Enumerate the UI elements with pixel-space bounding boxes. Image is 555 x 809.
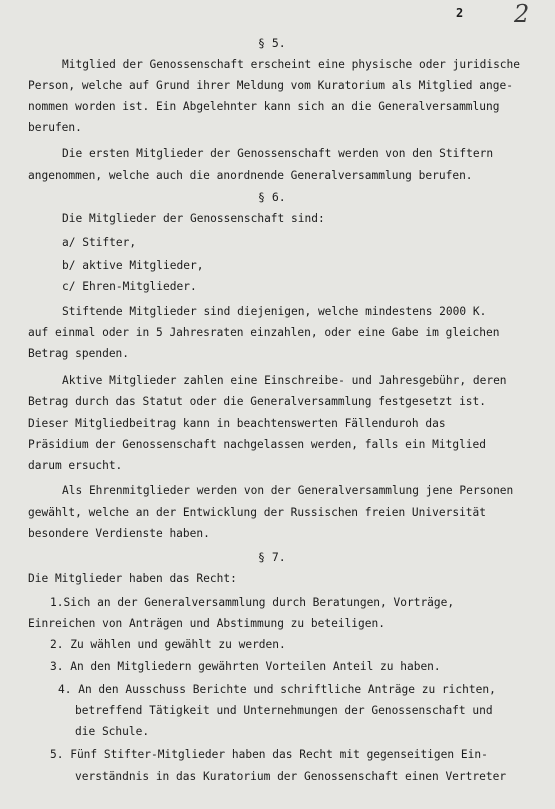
text-line: besondere Verdienste haben. [28, 527, 210, 540]
section-5-heading: § 5. [258, 36, 286, 50]
text-line: Als Ehrenmitglieder werden von der Generalversammlung jene Personen [62, 484, 514, 497]
list-item: 1.Sich an der Generalversammlung durch Beratungen, Vorträge, [50, 596, 455, 609]
list-item: 5. Fünf Stifter-Mitglieder haben das Recht mit gegenseitigen Ein- [50, 748, 488, 761]
text-line: Die ersten Mitglieder der Genossenschaft werden von den Stiftern [62, 147, 494, 160]
text-line: Person, welche auf Grund ihrer Meldung vom Kuratorium als Mitglied ange- [28, 79, 513, 92]
text-line: auf einmal oder in 5 Jahresraten einzahlen, oder eine Gabe im gleichen [28, 326, 500, 339]
text-line: betreffend Tätigkeit und Unternehmungen der Genossenschaft und [75, 704, 493, 717]
list-item: b/ aktive Mitglieder, [62, 259, 204, 272]
text-line: Präsidium der Genossenschaft nachgelassen werden, falls ein Mitglied [28, 438, 487, 451]
text-line: darum ersucht. [28, 459, 123, 472]
list-item: a/ Stifter, [62, 236, 137, 249]
page-number: 2 [456, 6, 464, 20]
text-line: die Schule. [75, 725, 150, 738]
text-line: gewählt, welche an der Entwicklung der Russischen freien Universität [28, 506, 487, 519]
text-line: Die Mitglieder haben das Recht: [28, 572, 237, 585]
text-line: verständnis in das Kuratorium der Genossenschaft einen Vertreter [75, 770, 507, 783]
text-line: berufen. [28, 121, 82, 134]
text-line: Einreichen von Anträgen und Abstimmung zu beteiligen. [28, 617, 385, 630]
text-line: Die Mitglieder der Genossenschaft sind: [62, 212, 325, 225]
text-line: Stiftende Mitglieder sind diejenigen, welche mindestens 2000 K. [62, 305, 487, 318]
list-item: c/ Ehren-Mitglieder. [62, 280, 197, 293]
list-item: 2. Zu wählen und gewählt zu werden. [50, 638, 286, 651]
section-7-heading: § 7. [258, 550, 286, 564]
text-line: Betrag spenden. [28, 347, 130, 360]
section-6-heading: § 6. [258, 190, 286, 204]
text-line: nommen worden ist. Ein Abgelehnter kann sich an die Generalversammlung [28, 100, 500, 113]
text-line: Aktive Mitglieder zahlen eine Einschreibe- und Jahresgebühr, deren [62, 374, 507, 387]
handwritten-page-number: 2 [514, 0, 530, 28]
text-line: angenommen, welche auch die anordnende Generalversammlung berufen. [28, 169, 473, 182]
text-line: Betrag durch das Statut oder die Generalversammlung festgesetzt ist. [28, 395, 487, 408]
list-item: 4. An den Ausschuss Berichte und schriftliche Anträge zu richten, [58, 683, 496, 696]
text-line: Mitglied der Genossenschaft erscheint eine physische oder juridische [62, 58, 521, 71]
list-item: 3. An den Mitgliedern gewährten Vorteilen Anteil zu haben. [50, 660, 441, 673]
text-line: Dieser Mitgliedbeitrag kann in beachtenswerten Fällenduroh das [28, 417, 446, 430]
